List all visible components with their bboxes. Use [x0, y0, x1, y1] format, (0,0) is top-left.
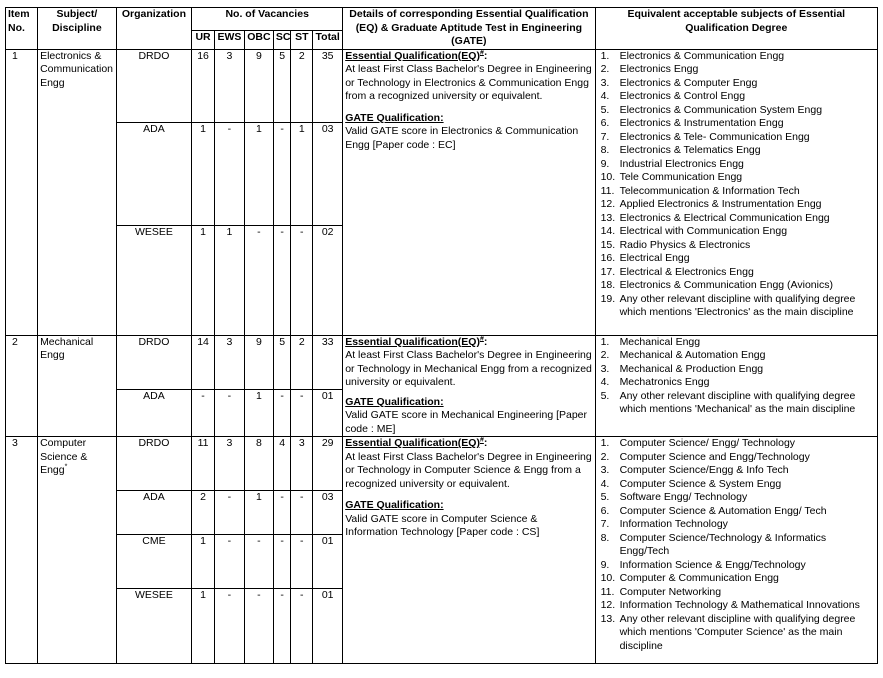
vacancy-ews: 1 [214, 225, 244, 335]
eq-footnote-mark: # [479, 436, 484, 444]
list-number: 12. [600, 198, 616, 210]
list-item [598, 77, 875, 91]
subject-name: Mechanical Engg [40, 335, 94, 361]
header-subject: Subject/ Discipline [38, 8, 117, 50]
vacancy-ews: - [214, 122, 244, 225]
vacancy-obc: - [244, 535, 273, 589]
equivalent-subjects [595, 437, 877, 664]
vacancy-sc: 5 [273, 335, 291, 390]
organization-name: CME [116, 535, 192, 589]
gate-text: Valid GATE score in Electronics & Communication Engg [Paper code : EC] [345, 125, 579, 151]
list-item [598, 117, 875, 131]
vacancy-total: 29 [313, 437, 343, 491]
subject-cell [38, 49, 117, 335]
list-item [598, 185, 875, 199]
table-row [6, 49, 878, 122]
vacancy-obc: - [244, 225, 273, 335]
list-number: 5. [600, 389, 610, 402]
vacancy-total: 01 [313, 390, 343, 437]
vacancy-total: 02 [313, 225, 343, 335]
list-item [598, 198, 875, 212]
subject-name: Computer Science & Engg [40, 437, 88, 476]
vacancy-sc: - [273, 390, 291, 437]
list-number: 10. [600, 572, 616, 584]
vacancy-sc: - [273, 225, 291, 335]
list-text: Any other relevant discipline with qualifying degree which mentions 'Computer Science' as the main discipline [619, 612, 856, 652]
list-text: Electronics Engg [619, 63, 699, 75]
eq-heading: Essential Qualification(EQ) [345, 49, 480, 62]
list-text: Electronics & Telematics Engg [619, 144, 761, 156]
list-number: 1. [600, 335, 610, 348]
list-text: Software Engg/ Technology [619, 491, 748, 503]
list-number: 3. [600, 464, 610, 476]
list-number: 8. [600, 531, 610, 544]
list-text: Mechanical & Automation Engg [619, 349, 766, 361]
list-number: 13. [600, 612, 616, 625]
list-text: Electronics & Tele- Communication Engg [619, 130, 810, 143]
list-text: Tele Communication Engg [619, 171, 743, 183]
eq-text: At least First Class Bachelor's Degree in Engineering or Technology in Mechanical Engg from a recognized university or equivalent. [345, 349, 592, 388]
list-item [598, 376, 875, 390]
list-text: Electrical with Communication Engg [619, 225, 788, 237]
organization-name: ADA [116, 122, 192, 225]
qualification-details [343, 49, 595, 335]
vacancy-sc: 4 [273, 437, 291, 491]
vacancy-st: 3 [291, 437, 313, 491]
list-number: 4. [600, 376, 610, 388]
header-obc: OBC [244, 30, 273, 49]
list-item [598, 572, 875, 586]
list-number: 2. [600, 349, 610, 361]
organization-name: DRDO [116, 335, 192, 390]
list-item [598, 336, 875, 350]
vacancy-ur: 2 [192, 491, 215, 535]
vacancy-st: 2 [291, 335, 313, 390]
list-text: Electronics & Communication System Engg [619, 103, 823, 116]
list-number: 15. [600, 238, 616, 251]
header-details: Details of corresponding Essential Qualification (EQ) & Graduate Aptitude Test in Engineering (GATE) [343, 8, 595, 50]
vacancy-obc: 1 [244, 491, 273, 535]
list-text: Computer Science/Technology & Informatics Engg/Tech [619, 531, 827, 557]
vacancy-sc: - [273, 535, 291, 589]
vacancy-obc: 9 [244, 49, 273, 122]
list-item [598, 104, 875, 118]
subject-cell [38, 437, 117, 664]
list-text: Electronics & Control Engg [619, 90, 746, 102]
vacancy-ews: 3 [214, 335, 244, 390]
list-number: 11. [600, 585, 615, 598]
list-item [598, 599, 875, 613]
gate-heading: GATE Qualification: [345, 395, 444, 408]
qualification-details [343, 335, 595, 437]
vacancy-st: - [291, 390, 313, 437]
vacancy-ews: - [214, 491, 244, 535]
list-item [598, 586, 875, 600]
list-item [598, 171, 875, 185]
organization-name: DRDO [116, 437, 192, 491]
list-number: 11. [600, 184, 615, 197]
list-text: Computer Networking [619, 585, 722, 598]
vacancy-obc: 1 [244, 390, 273, 437]
vacancy-ur: 1 [192, 225, 215, 335]
vacancy-total: 01 [313, 535, 343, 589]
list-item [598, 505, 875, 519]
vacancy-obc: 8 [244, 437, 273, 491]
list-item [598, 491, 875, 505]
list-item [598, 532, 875, 559]
list-number: 5. [600, 491, 610, 503]
vacancy-total: 03 [313, 122, 343, 225]
list-item [598, 266, 875, 280]
list-text: Information Technology & Mathematical Innovations [619, 599, 860, 611]
list-number: 10. [600, 171, 616, 183]
header-organization: Organization [116, 8, 192, 50]
list-number: 18. [600, 279, 616, 291]
subject-footnote-mark: * [64, 463, 68, 471]
organization-name: WESEE [116, 589, 192, 664]
list-text: Mechatronics Engg [619, 376, 710, 388]
vacancy-total: 35 [313, 49, 343, 122]
vacancy-obc: 9 [244, 335, 273, 390]
list-number: 13. [600, 211, 616, 224]
list-text: Electrical Engg [619, 252, 690, 264]
vacancy-sc: 5 [273, 49, 291, 122]
vacancy-sc: - [273, 122, 291, 225]
eq-colon: : [483, 437, 488, 449]
list-number: 19. [600, 292, 616, 305]
list-number: 3. [600, 76, 610, 89]
header-equivalent: Equivalent acceptable subjects of Essential Qualification Degree [595, 8, 877, 50]
vacancy-st: - [291, 535, 313, 589]
eq-text: At least First Class Bachelor's Degree in Engineering or Technology in Computer Science & Engg from a recognized university or equivalent. [345, 450, 592, 490]
list-number: 14. [600, 225, 616, 237]
item-number: 1 [6, 49, 38, 335]
vacancy-total: 33 [313, 335, 343, 390]
vacancy-ur: 16 [192, 49, 215, 122]
list-item [598, 50, 875, 64]
vacancy-st: - [291, 225, 313, 335]
list-text: Information Science & Engg/Technology [619, 558, 806, 571]
eq-footnote-mark: # [479, 49, 484, 56]
list-number: 2. [600, 63, 610, 75]
list-text: Computer Science/Engg & Info Tech [619, 464, 789, 476]
list-item [598, 518, 875, 532]
list-item [598, 212, 875, 226]
list-item [598, 437, 875, 451]
list-number: 7. [600, 518, 610, 530]
gate-text: Valid GATE score in Mechanical Engineering [Paper code : ME] [345, 409, 588, 435]
organization-name: ADA [116, 390, 192, 437]
vacancy-obc: 1 [244, 122, 273, 225]
vacancy-ur: 1 [192, 535, 215, 589]
vacancy-ews: - [214, 390, 244, 437]
list-text: Any other relevant discipline with qualifying degree which mentions 'Electronics' as the main discipline [619, 292, 856, 318]
vacancy-obc: - [244, 589, 273, 664]
list-item [598, 363, 875, 377]
header-sc: SC [273, 30, 291, 49]
list-item [598, 252, 875, 266]
list-item [598, 63, 875, 77]
header-st: ST [291, 30, 313, 49]
list-text: Mechanical & Production Engg [619, 362, 764, 375]
subject-cell [38, 335, 117, 437]
list-item [598, 478, 875, 492]
gate-heading: GATE Qualification: [345, 499, 444, 511]
equivalent-subjects [595, 49, 877, 335]
list-item [598, 279, 875, 293]
eq-footnote-mark: # [479, 335, 484, 342]
list-number: 2. [600, 450, 610, 463]
list-item [598, 293, 875, 320]
list-item [598, 144, 875, 158]
list-item [598, 225, 875, 239]
vacancy-sc: - [273, 589, 291, 664]
list-item [598, 559, 875, 573]
subject-name: Electronics & Communication Engg [40, 49, 114, 89]
list-item [598, 158, 875, 172]
vacancy-ews: 3 [214, 49, 244, 122]
list-text: Any other relevant discipline with qualifying degree which mentions 'Mechanical' as the main discipline [619, 389, 856, 415]
list-item [598, 349, 875, 363]
vacancy-st: - [291, 589, 313, 664]
vacancy-ur: - [192, 390, 215, 437]
list-number: 1. [600, 49, 610, 62]
list-number: 1. [600, 437, 610, 449]
list-item [598, 90, 875, 104]
gate-text: Valid GATE score in Computer Science & Information Technology [Paper code : CS] [345, 512, 540, 538]
list-number: 17. [600, 265, 616, 278]
organization-name: WESEE [116, 225, 192, 335]
eq-text: At least First Class Bachelor's Degree in Engineering or Technology in Electronics & Communication Engg from a recognized university or equivalent. [345, 63, 592, 102]
list-text: Computer Science/ Engg/ Technology [619, 437, 796, 449]
list-text: Mechanical Engg [619, 335, 701, 348]
vacancy-total: 03 [313, 491, 343, 535]
eq-colon: : [483, 335, 488, 348]
list-item [598, 131, 875, 145]
list-text: Computer Science & System Engg [619, 477, 782, 490]
table-row [6, 335, 878, 390]
list-number: 9. [600, 558, 610, 571]
item-number: 3 [6, 437, 38, 664]
qualification-details [343, 437, 595, 664]
list-text: Electronics & Communication Engg (Avionics) [619, 279, 833, 291]
vacancy-ur: 1 [192, 589, 215, 664]
equivalent-list [598, 437, 875, 653]
gate-heading: GATE Qualification: [345, 111, 444, 124]
list-text: Applied Electronics & Instrumentation Engg [619, 198, 822, 210]
vacancy-ews: - [214, 589, 244, 664]
organization-name: ADA [116, 491, 192, 535]
header-ur: UR [192, 30, 215, 49]
header-vacancies: No. of Vacancies [192, 8, 343, 31]
list-text: Industrial Electronics Engg [619, 157, 744, 170]
table-row [6, 437, 878, 491]
list-number: 4. [600, 477, 610, 490]
list-item [598, 390, 875, 417]
list-text: Radio Physics & Electronics [619, 238, 751, 251]
list-item [598, 613, 875, 654]
vacancy-st: 1 [291, 122, 313, 225]
list-text: Computer Science and Engg/Technology [619, 450, 810, 463]
list-text: Telecommunication & Information Tech [619, 184, 800, 197]
list-number: 8. [600, 144, 610, 156]
list-number: 16. [600, 252, 616, 264]
equivalent-list [598, 336, 875, 417]
equivalent-subjects [595, 335, 877, 437]
vacancy-ur: 1 [192, 122, 215, 225]
list-text: Electronics & Instrumentation Engg [619, 117, 784, 129]
list-text: Electronics & Electrical Communication Engg [619, 211, 830, 224]
list-item [598, 451, 875, 465]
vacancy-sc: - [273, 491, 291, 535]
list-number: 6. [600, 504, 610, 517]
list-item [598, 239, 875, 253]
eq-heading: Essential Qualification(EQ) [345, 335, 480, 348]
equivalent-list [598, 50, 875, 320]
list-text: Electronics & Computer Engg [619, 76, 758, 89]
vacancy-st: 2 [291, 49, 313, 122]
list-number: 3. [600, 362, 610, 375]
list-text: Information Technology [619, 518, 728, 530]
vacancy-ur: 14 [192, 335, 215, 390]
list-text: Electronics & Communication Engg [619, 49, 785, 62]
vacancy-total: 01 [313, 589, 343, 664]
header-item-no: Item No. [6, 8, 38, 50]
list-item [598, 464, 875, 478]
vacancy-ur: 11 [192, 437, 215, 491]
header-total: Total [313, 30, 343, 49]
vacancy-st: - [291, 491, 313, 535]
list-number: 5. [600, 103, 610, 116]
vacancy-ews: - [214, 535, 244, 589]
list-number: 4. [600, 90, 610, 102]
eq-colon: : [483, 49, 488, 62]
list-number: 6. [600, 117, 610, 129]
item-number: 2 [6, 335, 38, 437]
list-text: Computer & Communication Engg [619, 572, 779, 584]
list-number: 9. [600, 157, 610, 170]
list-number: 12. [600, 599, 616, 611]
list-text: Computer Science & Automation Engg/ Tech [619, 504, 827, 517]
header-ews: EWS [214, 30, 244, 49]
list-text: Electrical & Electronics Engg [619, 265, 754, 278]
organization-name: DRDO [116, 49, 192, 122]
vacancy-ews: 3 [214, 437, 244, 491]
list-number: 7. [600, 130, 610, 143]
vacancy-table [5, 7, 878, 664]
eq-heading: Essential Qualification(EQ) [345, 437, 480, 449]
